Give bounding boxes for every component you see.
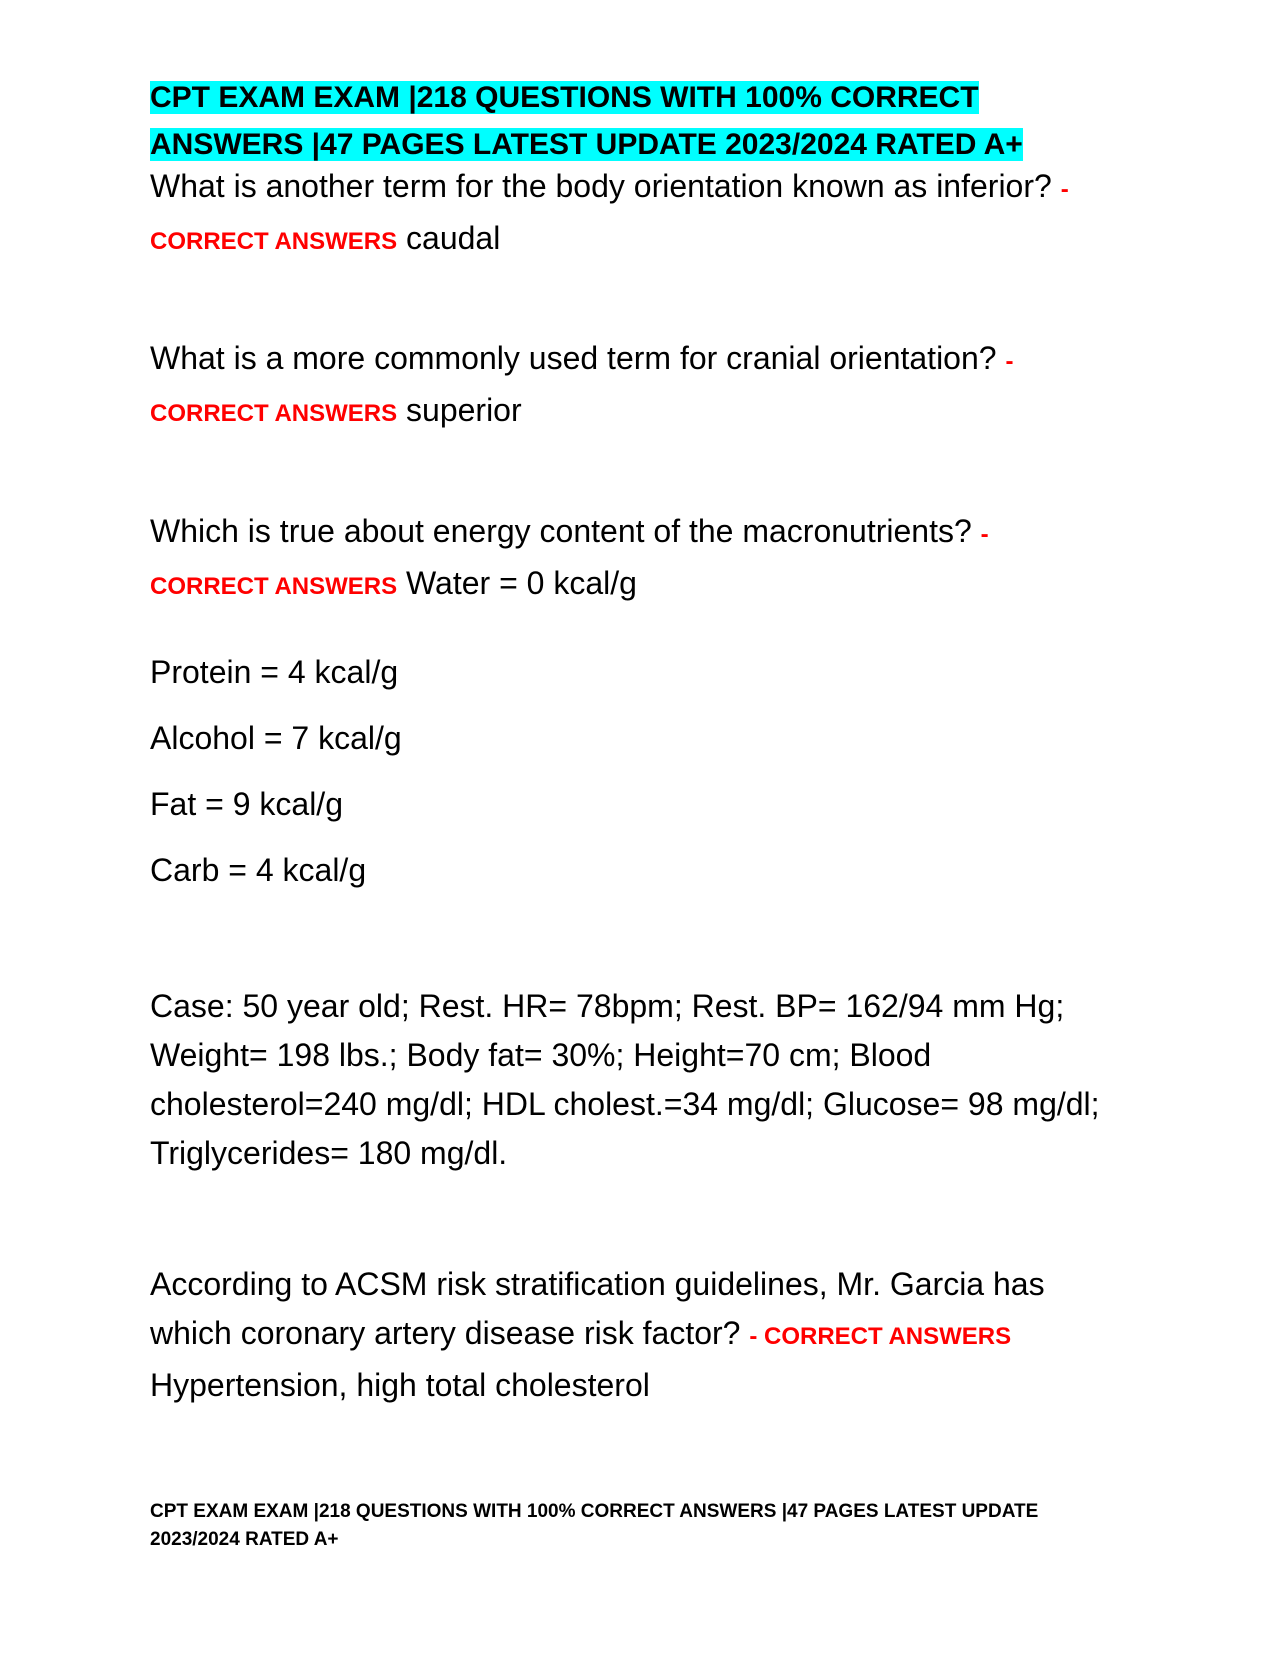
title-highlight: CPT EXAM EXAM |218 QUESTIONS WITH 100% CORRECT ANSWERS |47 PAGES LATEST UPDATE 2023/2024 RATED A+ <box>150 81 1023 161</box>
answer-3-line: Water = 0 kcal/g <box>406 565 637 601</box>
page-footer: CPT EXAM EXAM |218 QUESTIONS WITH 100% CORRECT ANSWERS |47 PAGES LATEST UPDATE 2023/2024 RATED A+ <box>150 1501 1039 1550</box>
question-3-text: Which is true about energy content of the macronutrients? <box>150 513 972 549</box>
question-1-text: What is another term for the body orientation known as inferior? <box>150 168 1052 204</box>
correct-answers-marker: - CORRECT ANSWERS <box>150 176 1069 255</box>
answer-1-text: caudal <box>406 220 501 256</box>
answer-3-line: Carb = 4 kcal/g <box>150 852 367 888</box>
answer-3-line: Protein = 4 kcal/g <box>150 654 399 690</box>
correct-answers-marker-dash: - <box>980 521 989 548</box>
question-1 <box>150 162 1130 266</box>
answer-3-line: Alcohol = 7 kcal/g <box>150 720 402 756</box>
correct-answers-marker: CORRECT ANSWERS <box>150 573 398 600</box>
question-2-text: What is a more commonly used term for cranial orientation? <box>150 340 997 376</box>
question-4-text: According to ACSM risk stratification guidelines, Mr. Garcia has which coronary artery disease risk factor? <box>150 1266 1045 1351</box>
question-4 <box>150 1260 1130 1410</box>
correct-answers-marker: CORRECT ANSWERS <box>150 400 398 427</box>
correct-answers-marker-dash: - <box>1005 348 1014 375</box>
answer-2-text: superior <box>406 392 522 428</box>
case-description: Case: 50 year old; Rest. HR= 78bpm; Rest. BP= 162/94 mm Hg; Weight= 198 lbs.; Body fat= 30%; Height=70 cm; Blood cholesterol=240 mg/dl; HDL cholest.=34 mg/dl; Glucose= 98 mg/dl; Triglycerides= 180 mg/dl. <box>150 988 1100 1171</box>
document-title <box>150 74 1080 168</box>
answer-4-text: Hypertension, high total cholesterol <box>150 1367 650 1403</box>
question-2 <box>150 334 1130 438</box>
question-3 <box>150 507 1130 611</box>
correct-answers-marker: - CORRECT ANSWERS <box>749 1323 1012 1350</box>
answer-3-line: Fat = 9 kcal/g <box>150 786 343 822</box>
